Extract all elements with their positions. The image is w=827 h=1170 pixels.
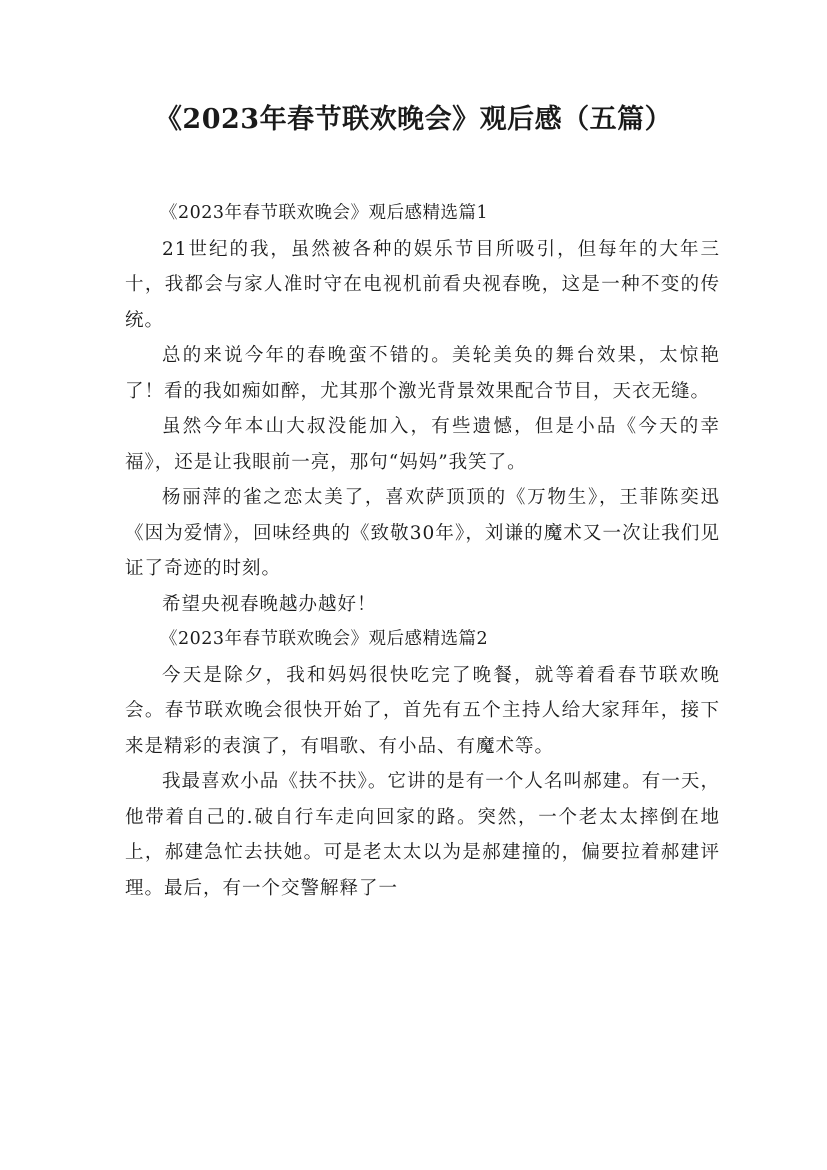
paragraph: 虽然今年本山大叔没能加入，有些遗憾，但是小品《今天的幸福》，还是让我眼前一亮，那句“妈妈”我笑了。 (125, 416, 720, 473)
paragraph: 杨丽萍的雀之恋太美了，喜欢萨顶顶的《万物生》，王菲陈奕迅《因为爱情》，回味经典的《致敬30年》，刘谦的魔术又一次让我们见证了奇迹的时刻。 (125, 487, 720, 579)
paragraph: 总的来说今年的春晚蛮不错的。美轮美奂的舞台效果，太惊艳了！看的我如痴如醉，尤其那个激光背景效果配合节目，天衣无缝。 (125, 345, 720, 402)
document-title: 《2023年春节联欢晚会》观后感（五篇） (154, 104, 673, 135)
paragraph: 21世纪的我，虽然被各种的娱乐节目所吸引，但每年的大年三十，我都会与家人准时守在电视机前看央视春晚，这是一种不变的传统。 (125, 238, 720, 331)
section-heading: 《2023年春节联欢晚会》观后感精选篇2 (160, 629, 489, 649)
paragraph: 我最喜欢小品《扶不扶》。它讲的是有一个人名叫郝建。有一天，他带着自己的.破自行车走向回家的路。突然，一个老太太摔倒在地上，郝建急忙去扶她。可是老太太以为是郝建撞的，偏要拉着郝建评理。最后，有一个交警解释了一 (125, 771, 720, 899)
document-body (125, 196, 720, 906)
section-heading: 《2023年春节联欢晚会》观后感精选篇1 (160, 203, 489, 223)
paragraph: 今天是除夕，我和妈妈很快吃完了晚餐，就等着看春节联欢晚会。春节联欢晚会很快开始了，首先有五个主持人给大家拜年，接下来是精彩的表演了，有唱歌、有小品、有魔术等。 (125, 664, 720, 757)
paragraph: 希望央视春晚越办越好！ (162, 593, 377, 615)
